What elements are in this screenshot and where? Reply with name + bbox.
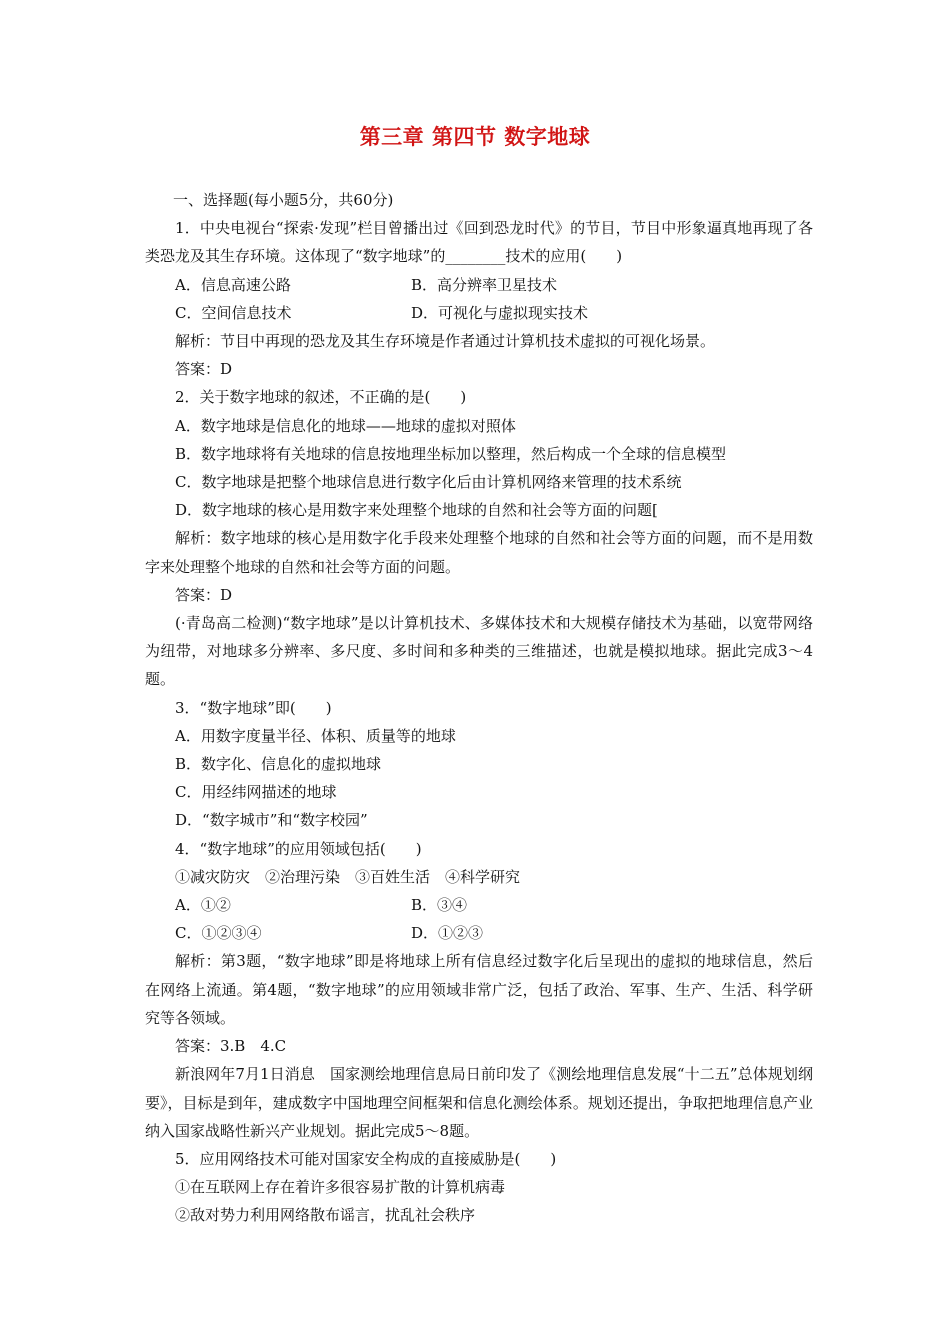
reading-passage-1: (·青岛高二检测)“数字地球”是以计算机技术、多媒体技术和大规模存储技术为基础，以宽带网络为纽带，对地球多分辨率、多尺度、多时间和多种类的三维描述，也就是模拟地球。据此完成3～4题。 — [145, 614, 813, 689]
question-4-options-row-1 — [145, 891, 813, 919]
option-c: C．数字地球是把整个地球信息进行数字化后由计算机网络来管理的技术系统 — [175, 473, 682, 492]
option-b: B．高分辨率卫星技术 — [411, 275, 558, 294]
question-5-item-2: ②敌对势力利用网络散布谣言，扰乱社会秩序 — [175, 1206, 476, 1225]
question-3-4-answer: 答案：3.B 4.C — [175, 1037, 287, 1056]
question-1-stem: 1．中央电视台“探索·发现”栏目曾播出过《回到恐龙时代》的节目，节目中形象逼真地再现了各类恐龙及其生存环境。这体现了“数字地球”的________技术的应用( ) — [145, 219, 813, 266]
option-a: A．数字地球是信息化的地球——地球的虚拟对照体 — [175, 416, 516, 435]
question-5-stem: 5．应用网络技术可能对国家安全构成的直接威胁是( ) — [175, 1149, 557, 1168]
question-2-stem: 2．关于数字地球的叙述，不正确的是( ) — [175, 388, 467, 407]
option-c: C．空间信息技术 — [175, 303, 292, 322]
option-a: A．①② — [175, 896, 231, 915]
question-3-4-analysis: 解析：第3题，“数字地球”即是将地球上所有信息经过数字化后呈现出的虚拟的地球信息，然后在网络上流通。第4题，“数字地球”的应用领域非常广泛，包括了政治、军事、生产、生活、科学研究等各领域。 — [145, 952, 813, 1027]
question-4-items: ①减灾防灾 ②治理污染 ③百姓生活 ④科学研究 — [175, 867, 521, 886]
reading-passage-2: 新浪网年7月1日消息 国家测绘地理信息局日前印发了《测绘地理信息发展“十二五”总体规划纲要》，目标是到年，建成数字中国地理空间框架和信息化测绘体系。规划还提出，争取把地理信息产业纳入国家战略性新兴产业规划。据此完成5～8题。 — [145, 1065, 813, 1140]
question-1-answer: 答案：D — [175, 360, 233, 379]
option-d: D．①②③ — [411, 924, 484, 943]
question-1-options-row-2 — [145, 299, 813, 327]
question-3-stem: 3．“数字地球”即( ) — [175, 698, 332, 717]
option-b: B．③④ — [411, 896, 468, 915]
question-4-options-row-2 — [145, 919, 813, 947]
option-a: A．用数字度量半径、体积、质量等的地球 — [175, 726, 456, 745]
option-b: B．数字地球将有关地球的信息按地理坐标加以整理，然后构成一个全球的信息模型 — [175, 444, 727, 463]
question-1-analysis: 解析：节目中再现的恐龙及其生存环境是作者通过计算机技术虚拟的可视化场景。 — [175, 332, 716, 351]
question-2-analysis: 解析：数字地球的核心是用数字化手段来处理整个地球的自然和社会等方面的问题，而不是用数字来处理整个地球的自然和社会等方面的问题。 — [145, 529, 813, 576]
document-body — [145, 186, 813, 1230]
question-4-stem: 4．“数字地球”的应用领域包括( ) — [175, 839, 422, 858]
page-title: 第三章 第四节 数字地球 — [359, 124, 591, 149]
option-b: B．数字化、信息化的虚拟地球 — [175, 755, 382, 774]
section-heading: 一、选择题(每小题5分，共60分) — [173, 191, 394, 209]
option-d: D．可视化与虚拟现实技术 — [411, 303, 589, 322]
option-d: D．数字地球的核心是用数字来处理整个地球的自然和社会等方面的问题[ — [175, 501, 658, 520]
question-2-answer: 答案：D — [175, 585, 233, 604]
option-c: C．①②③④ — [175, 924, 262, 943]
option-c: C．用经纬网描述的地球 — [175, 783, 337, 802]
option-a: A．信息高速公路 — [175, 275, 291, 294]
question-1-options-row-1 — [145, 271, 813, 299]
question-5-item-1: ①在互联网上存在着许多很容易扩散的计算机病毒 — [175, 1178, 506, 1197]
option-d: D．“数字城市”和“数字校园” — [175, 811, 368, 830]
